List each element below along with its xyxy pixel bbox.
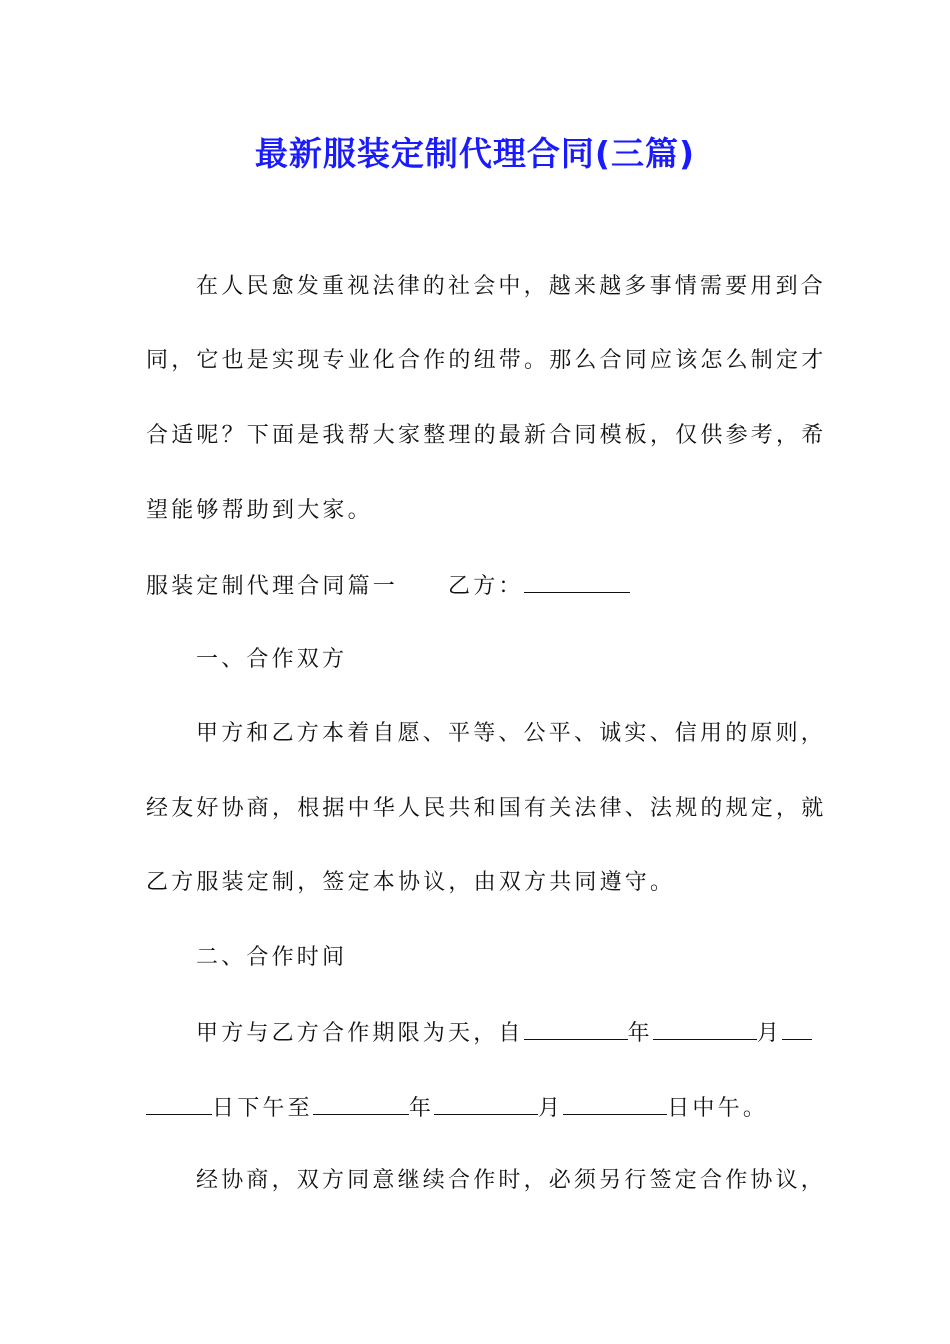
intro-line-4: 望能够帮助到大家。 bbox=[146, 498, 373, 523]
start-month-blank bbox=[653, 1017, 757, 1040]
intro-line-1: 在人民愈发重视法律的社会中，越来越多事情需要用到合 bbox=[196, 274, 827, 299]
heading-cooperation-time: 二、合作时间 bbox=[196, 945, 348, 970]
end-year-blank bbox=[313, 1092, 409, 1115]
year-label: 年 bbox=[627, 1021, 653, 1046]
party-b-blank bbox=[524, 570, 630, 593]
end-day-blank bbox=[563, 1092, 667, 1115]
para-2-prefix: 甲方与乙方合作期限为天，自 bbox=[196, 1021, 524, 1046]
section-title: 服装定制代理合同篇一 bbox=[146, 574, 399, 599]
month-label: 月 bbox=[756, 1021, 783, 1046]
para-3-line-1: 经协商，双方同意继续合作时，必须另行签定合作协议， bbox=[196, 1168, 827, 1193]
party-b-label: 乙方： bbox=[448, 574, 524, 599]
para-1-line-2: 经友好协商，根据中华人民共和国有关法律、法规的规定，就 bbox=[146, 796, 827, 821]
document-title: 最新服装定制代理合同(三篇) bbox=[254, 134, 696, 173]
day-afternoon-label: 日下午至 bbox=[212, 1096, 313, 1121]
end-year-label: 年 bbox=[408, 1096, 435, 1121]
day-noon-label: 日中午。 bbox=[667, 1096, 769, 1121]
intro-line-3: 合适呢？下面是我帮大家整理的最新合同模板，仅供参考，希 bbox=[146, 423, 827, 448]
start-day-blank-part1 bbox=[782, 1017, 812, 1040]
end-month-blank bbox=[434, 1092, 538, 1115]
para-2-line-1 bbox=[196, 1017, 812, 1049]
intro-line-2: 同，它也是实现专业化合作的纽带。那么合同应该怎么制定才 bbox=[146, 348, 827, 373]
para-1-line-1: 甲方和乙方本着自愿、平等、公平、诚实、信用的原则， bbox=[196, 721, 827, 746]
heading-cooperation-parties: 一、合作双方 bbox=[196, 647, 348, 672]
para-1-line-3: 乙方服装定制，签定本协议，由双方共同遵守。 bbox=[146, 870, 676, 895]
section-title-line bbox=[146, 570, 630, 602]
para-2-line-2 bbox=[146, 1092, 768, 1124]
start-year-blank bbox=[524, 1017, 628, 1040]
end-month-label: 月 bbox=[538, 1096, 564, 1121]
start-day-blank-part2 bbox=[146, 1092, 212, 1115]
